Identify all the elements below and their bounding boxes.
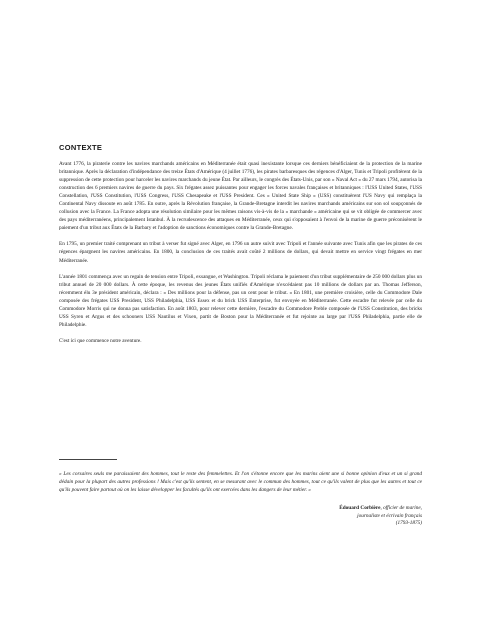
author-years: (1793-1875): [395, 520, 422, 527]
epigraph-attribution: [222, 505, 422, 528]
epigraph-quote: « Les corsaires seuls me paraissaient des hommes, tout le reste des femmelettes. Et l'on s'étonne encore que les marins aient une si bonne opinion d'eux et un si grand dédain pour la plupart des autres professions ! Mais c'est qu'ils sentent, en se mesurant avec le commun des hommes, tout ce qu'ils valent de plus que les autres et tout ce qu'ils pouvent faire partout où on les laisse développer les facultés qu'ils ont exercées dans les dangers de leur métier. »: [59, 471, 422, 494]
paragraph: L'année 1801 commença avec un regain de tension entre Tripoli, exsangue, et Washington. Tripoli réclama le paiement d'un tribut supplémentaire de 250 000 dollars plus un tribut annuel de 20 000 dollars. À cette époque, les revenus des jeunes États unifiés d'Amérique n'excédaient pas 10 millions de dollars par an. Thomas Jefferson, récemment élu 3e président américain, déclara : « Des millions pour la défense, pas un cent pour le tribut. » En 1801, une première croisière, celle du Commodore Dale composée des frégates USS President, USS Philadelphia, USS Essex et du brick USS Enterprise, fut envoyée en Méditerranée. Cette escadre fut relevée par celle du Commodore Morris qui ne donna pas satisfaction. En août 1803, pour relever cette dernière, l'escadre du Commodore Preble composée de l'USS Constitution, des bricks USS Syren et Argus et des schooners USS Nautilus et Vixen, partit de Boston pour la Méditerranée et fut rejointe au large par l'USS Philadelphia, partie elle de Philadelphie.: [59, 273, 422, 328]
paragraph: En 1795, un premier traité comprenant un tribut à verser fut signé avec Alger, en 1796 un autre suivit avec Tripoli et l'année suivante avec Tunis afin que les pirates de ces régences épargnent les navires américains. En 1800, la conclusion de ces traités avait coûté 2 millions de dollars, qui devait mettre en service vingt frégates en mer Méditerranée.: [59, 241, 422, 264]
section-heading: CONTEXTE: [59, 143, 103, 152]
author-role-line2: journaliste et écrivain français: [357, 512, 422, 519]
author-role: , officier de marine,: [380, 505, 422, 511]
paragraph: C'est ici que commence notre aventure.: [59, 337, 142, 344]
footnote-divider: [59, 459, 117, 460]
author-name: Édouard Corbière: [339, 505, 381, 511]
context-body: [59, 160, 422, 353]
paragraph: Avant 1776, la piraterie contre les navires marchands américains en Méditerranée était quasi inexistante lorsque ces derniers bénéficiaient de la protection de la marine britannique. Après la déclaration d'indépendance des treize États d'Amérique (4 juillet 1776), les pirates barbaresques des régences d'Alger, Tunis et Tripoli profitèrent de la suppression de cette protection pour harceler les navires marchands du jeune État. Par ailleurs, le congrès des États-Unis, par son « Naval Act » du 27 mars 1794, autorisa la construction des 6 premiers navires de guerre du pays. Six frégates assez puissantes pour engager les forces navales françaises et britanniques : l'USS United States, l'USS Constellation, l'USS Constitution, l'USS Congress, l'USS Chesapeake et l'USS President. Ces « United State Ship » (USS) constituèrent l'US Navy qui remplaça la Continental Navy dissoute en août 1785. En outre, après la Révolution française, la Grande-Bretagne interdit les navires marchands américains sur son sol soupçonnés de collusion avec la France. La France adopta une résolution similaire pour les mêmes raisons vis-à-vis de la « marchande » américaine qui se vit obligée de commercer avec des pays méditerranéens, principalement Istanbul. À la recrudescence des attaques en Méditerranée, ceux qui s'opposaient à l'envoi de la marine de guerre préconisèrent le paiement d'un tribut aux États de la Barbary et l'adoption de sanctions économiques contre la Grande-Bretagne.: [59, 161, 422, 232]
